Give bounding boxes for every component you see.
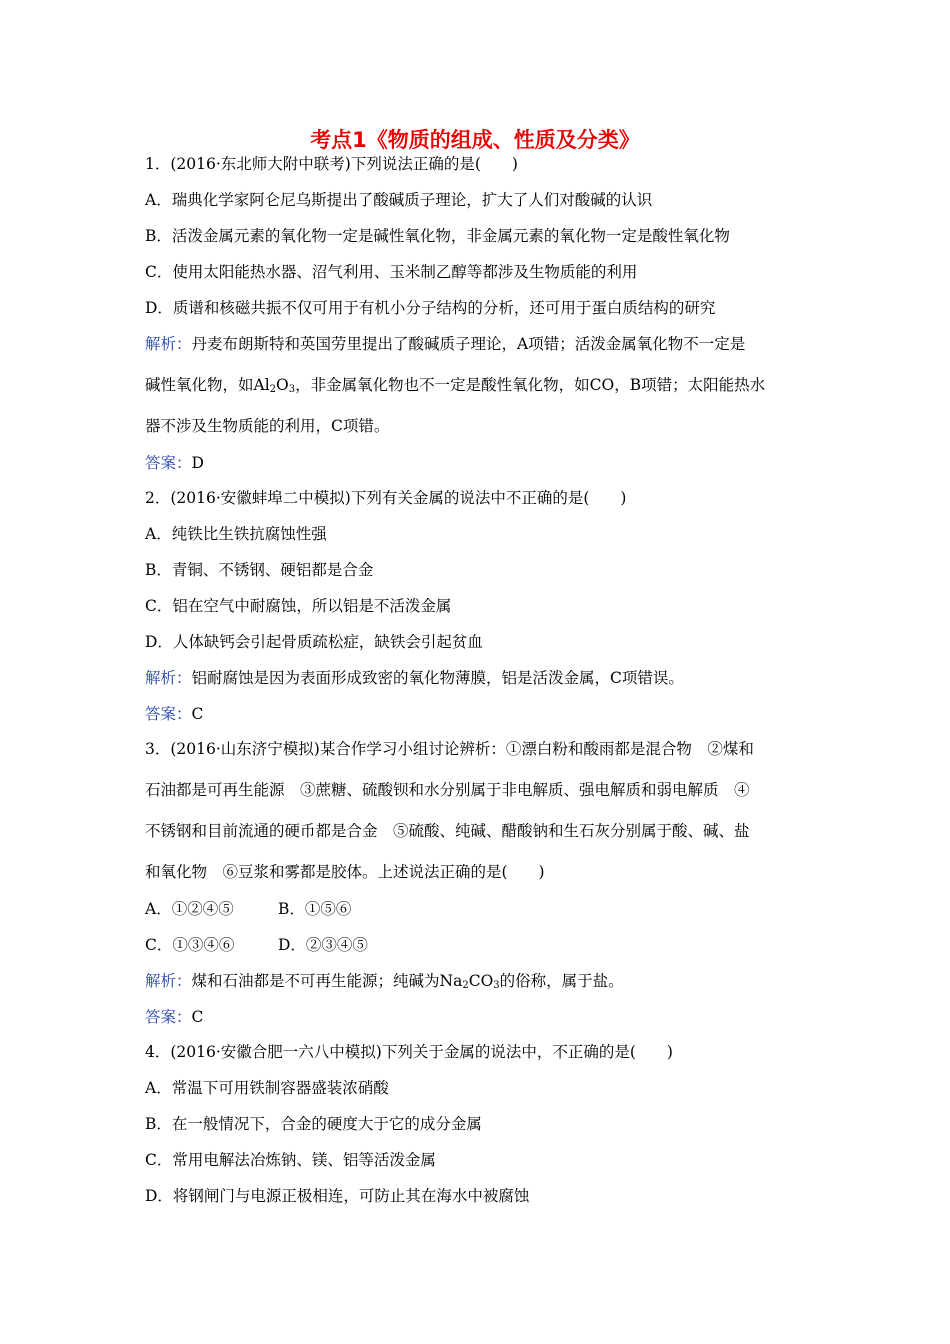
q3-option-c: C．①③④⑥ (145, 936, 235, 954)
q1-analysis-line-2: 碱性氧化物，如$Al_2O_3$，非金属氧化物也不一定是酸性氧化物，如CO，B项错；太阳能热水 (145, 376, 766, 395)
q1-option-a: A．瑞典化学家阿仑尼乌斯提出了酸碱质子理论，扩大了人们对酸碱的认识 (145, 191, 653, 209)
page-title: 考点1《物质的组成、性质及分类》 (310, 128, 640, 152)
q3-options-cd (145, 934, 825, 956)
q3-stem-line-2: 石油都是可再生能源 ③蔗糖、硫酸钡和水分别属于非电解质、强电解质和弱电解质 ④ (145, 781, 750, 799)
q3-stem-line-1: 3．(2016·山东济宁模拟)某合作学习小组讨论辨析：①漂白粉和酸雨都是混合物 ②煤和 (145, 740, 754, 758)
q3-answer: 答案：C (145, 1008, 204, 1026)
analysis-label: 解析： (145, 335, 192, 353)
q1-option-c: C．使用太阳能热水器、沼气利用、玉米制乙醇等都涉及生物质能的利用 (145, 263, 638, 281)
q2-stem: 2．(2016·安徽蚌埠二中模拟)下列有关金属的说法中不正确的是( ) (145, 489, 627, 507)
q3-analysis: 解析：煤和石油都是不可再生能源；纯碱为$Na_2CO_3$的俗称，属于盐。 (145, 972, 624, 991)
q4-option-a: A．常温下可用铁制容器盛装浓硝酸 (145, 1079, 389, 1097)
q4-option-c: C．常用电解法冶炼钠、镁、铝等活泼金属 (145, 1151, 436, 1169)
q3-option-d: D．②③④⑤ (278, 936, 368, 954)
q3-options-ab (145, 898, 825, 920)
q1-option-b: B．活泼金属元素的氧化物一定是碱性氧化物，非金属元素的氧化物一定是酸性氧化物 (145, 227, 730, 245)
q3-option-b: B．①⑤⑥ (278, 900, 352, 918)
q2-option-d: D．人体缺钙会引起骨质疏松症，缺铁会引起贫血 (145, 633, 483, 651)
q4-option-d: D．将钢闸门与电源正极相连，可防止其在海水中被腐蚀 (145, 1187, 530, 1205)
q4-option-b: B．在一般情况下，合金的硬度大于它的成分金属 (145, 1115, 482, 1133)
q2-option-b: B．青铜、不锈钢、硬铝都是合金 (145, 561, 374, 579)
q3-stem-line-4: 和氧化物 ⑥豆浆和雾都是胶体。上述说法正确的是( ) (145, 863, 545, 881)
q1-option-d: D．质谱和核磁共振不仅可用于有机小分子结构的分析，还可用于蛋白质结构的研究 (145, 299, 716, 317)
q2-option-a: A．纯铁比生铁抗腐蚀性强 (145, 525, 327, 543)
q4-stem: 4．(2016·安徽合肥一六八中模拟)下列关于金属的说法中，不正确的是( ) (145, 1043, 673, 1061)
q2-option-c: C．铝在空气中耐腐蚀，所以铝是不活泼金属 (145, 597, 452, 615)
q3-stem-line-3: 不锈钢和目前流通的硬币都是合金 ⑤硫酸、纯碱、醋酸钠和生石灰分别属于酸、碱、盐 (145, 822, 750, 840)
q1-answer: 答案：D (145, 454, 204, 472)
q2-analysis: 解析：铝耐腐蚀是因为表面形成致密的氧化物薄膜，铝是活泼金属，C项错误。 (145, 669, 684, 687)
q2-answer: 答案：C (145, 705, 204, 723)
q1-stem: 1．(2016·东北师大附中联考)下列说法正确的是( ) (145, 155, 518, 173)
q1-analysis-line-1: 解析：丹麦布朗斯特和英国劳里提出了酸碱质子理论，A项错；活泼金属氧化物不一定是 (145, 335, 746, 353)
q3-option-a: A．①②④⑤ (145, 900, 234, 918)
q1-analysis-line-3: 器不涉及生物质能的利用，C项错。 (145, 417, 390, 435)
answer-label: 答案： (145, 454, 192, 472)
